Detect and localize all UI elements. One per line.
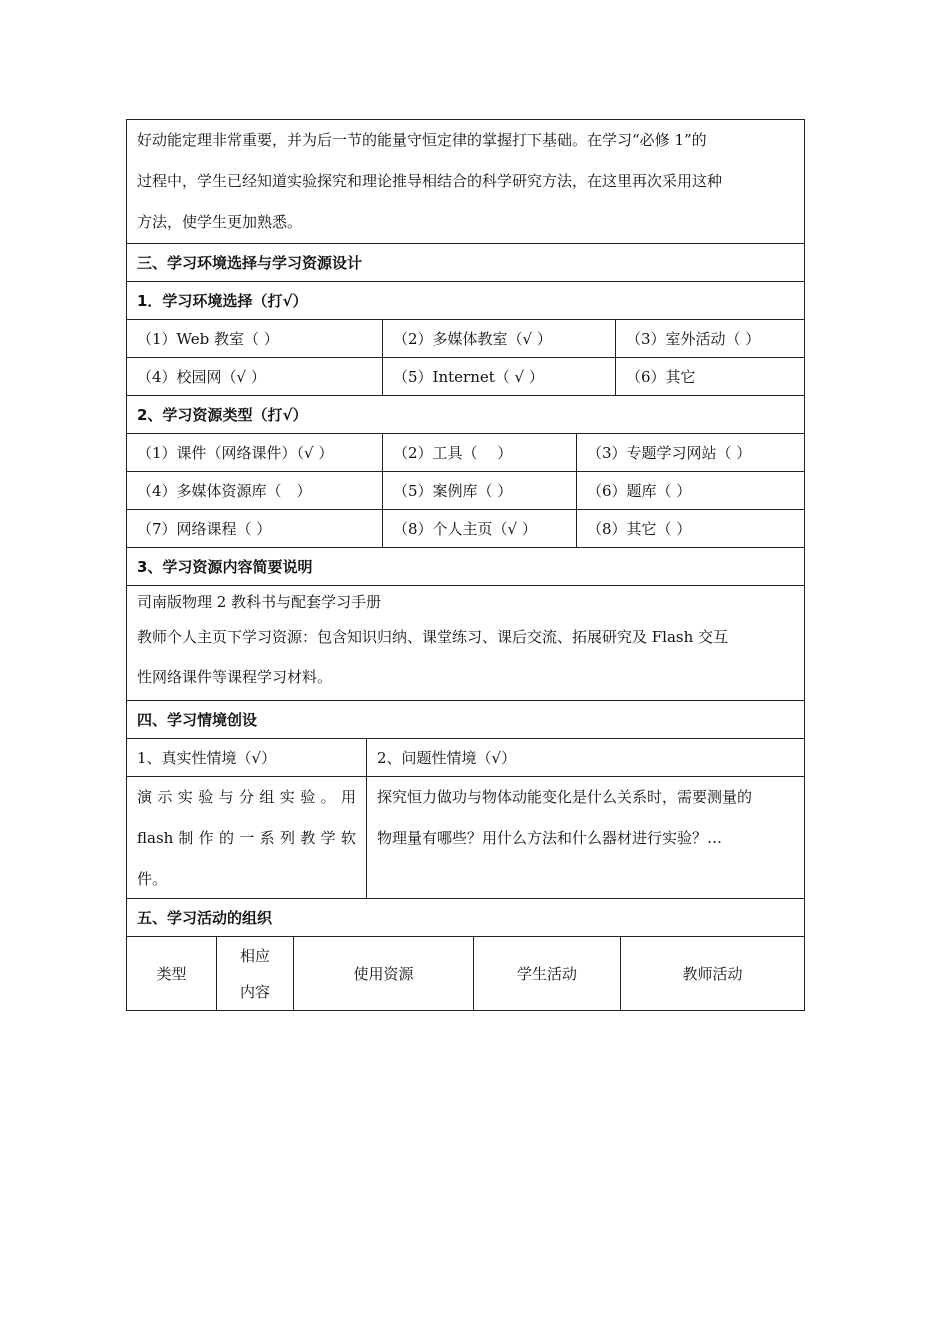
content-line: 教师个人主页下学习资源：包含知识归纳、课堂练习、课后交流、拓展研究及 Flash 交互: [137, 628, 729, 646]
content-title-row: [126, 548, 805, 586]
real-context-line: 件。: [137, 870, 168, 888]
col-content-header-line: 相应: [239, 946, 270, 965]
env-row-1: [126, 320, 805, 358]
problem-context-line: 探究恒力做功与物体动能变化是什么关系时，需要测量的: [377, 788, 753, 806]
real-context-body: [127, 777, 366, 898]
env-option: （4）校园网（√ ）: [137, 368, 266, 386]
content-body: [127, 586, 804, 700]
intro-line: 好动能定理非常重要，并为后一节的能量守恒定律的掌握打下基础。在学习“必修 1”的: [137, 131, 707, 149]
type-option: （3）专题学习网站（ ）: [576, 434, 804, 471]
type-option: （4）多媒体资源库（ ）: [137, 482, 312, 500]
env-option: （5）Internet（ √ ）: [382, 358, 615, 395]
col-teacher-header: 教师活动: [620, 937, 804, 1010]
section4-header-row: [126, 701, 805, 739]
env-option: （2）多媒体教室（√ ）: [382, 320, 615, 357]
real-context-line: 演 示 实 验 与 分 组 实 验 。 用: [137, 788, 356, 806]
env-option: （1）Web 教室（ ）: [137, 330, 279, 348]
section3-header-row: [126, 244, 805, 282]
types-title-row: [126, 396, 805, 434]
section4-title: 四、学习情境创设: [137, 711, 258, 729]
lesson-plan-table: [126, 119, 805, 1011]
problem-context-title: 2、问题性情境（√）: [366, 739, 804, 776]
env-title-row: [126, 282, 805, 320]
types-title: 2、学习资源类型（打√）: [137, 406, 308, 424]
col-type-header: 类型: [156, 965, 187, 983]
type-option: （8）个人主页（√ ）: [382, 510, 576, 547]
intro-paragraph: [127, 120, 804, 243]
content-line: 司南版物理 2 教科书与配套学习手册: [137, 593, 382, 611]
content-line: 性网络课件等课程学习材料。: [137, 668, 333, 686]
type-option: （6）题库（ ）: [576, 472, 804, 509]
content-title: 3、学习资源内容简要说明: [137, 558, 313, 576]
env-row-2: [126, 358, 805, 396]
col-content-header-line: 内容: [239, 982, 270, 1001]
intro-line: 过程中，学生已经知道实验探究和理论推导相结合的科学研究方法，在这里再次采用这种: [137, 172, 723, 190]
type-option: （2）工具（ ）: [382, 434, 576, 471]
section5-title: 五、学习活动的组织: [137, 909, 273, 927]
type-option: （1）课件（网络课件）（√ ）: [137, 444, 334, 462]
section5-header-row: [126, 899, 805, 937]
col-student-header: 学生活动: [473, 937, 620, 1010]
type-option: （7）网络课程（ ）: [137, 520, 272, 538]
intro-line: 方法，使学生更加熟悉。: [137, 213, 303, 231]
real-context-title: 1、真实性情境（√）: [137, 749, 277, 767]
activity-header-row: [126, 937, 805, 1011]
types-row-3: [126, 510, 805, 548]
col-content-header: [216, 937, 293, 1010]
intro-row: [126, 119, 805, 244]
real-context-line: flash 制 作 的 一 系 列 教 学 软: [137, 829, 356, 847]
type-option: （5）案例库（ ）: [382, 472, 576, 509]
types-row-2: [126, 472, 805, 510]
problem-context-line: 物理量有哪些？用什么方法和什么器材进行实验？…: [377, 829, 723, 847]
env-option: （3）室外活动（ ）: [615, 320, 804, 357]
context-body-row: [126, 777, 805, 899]
section3-title: 三、学习环境选择与学习资源设计: [137, 254, 363, 272]
type-option: （8）其它（ ）: [576, 510, 804, 547]
col-resources-header: 使用资源: [293, 937, 473, 1010]
env-option: （6）其它: [615, 358, 804, 395]
context-title-row: [126, 739, 805, 777]
problem-context-body: [366, 777, 804, 898]
env-title: 1．学习环境选择（打√）: [137, 292, 308, 310]
types-row-1: [126, 434, 805, 472]
content-body-row: [126, 586, 805, 701]
